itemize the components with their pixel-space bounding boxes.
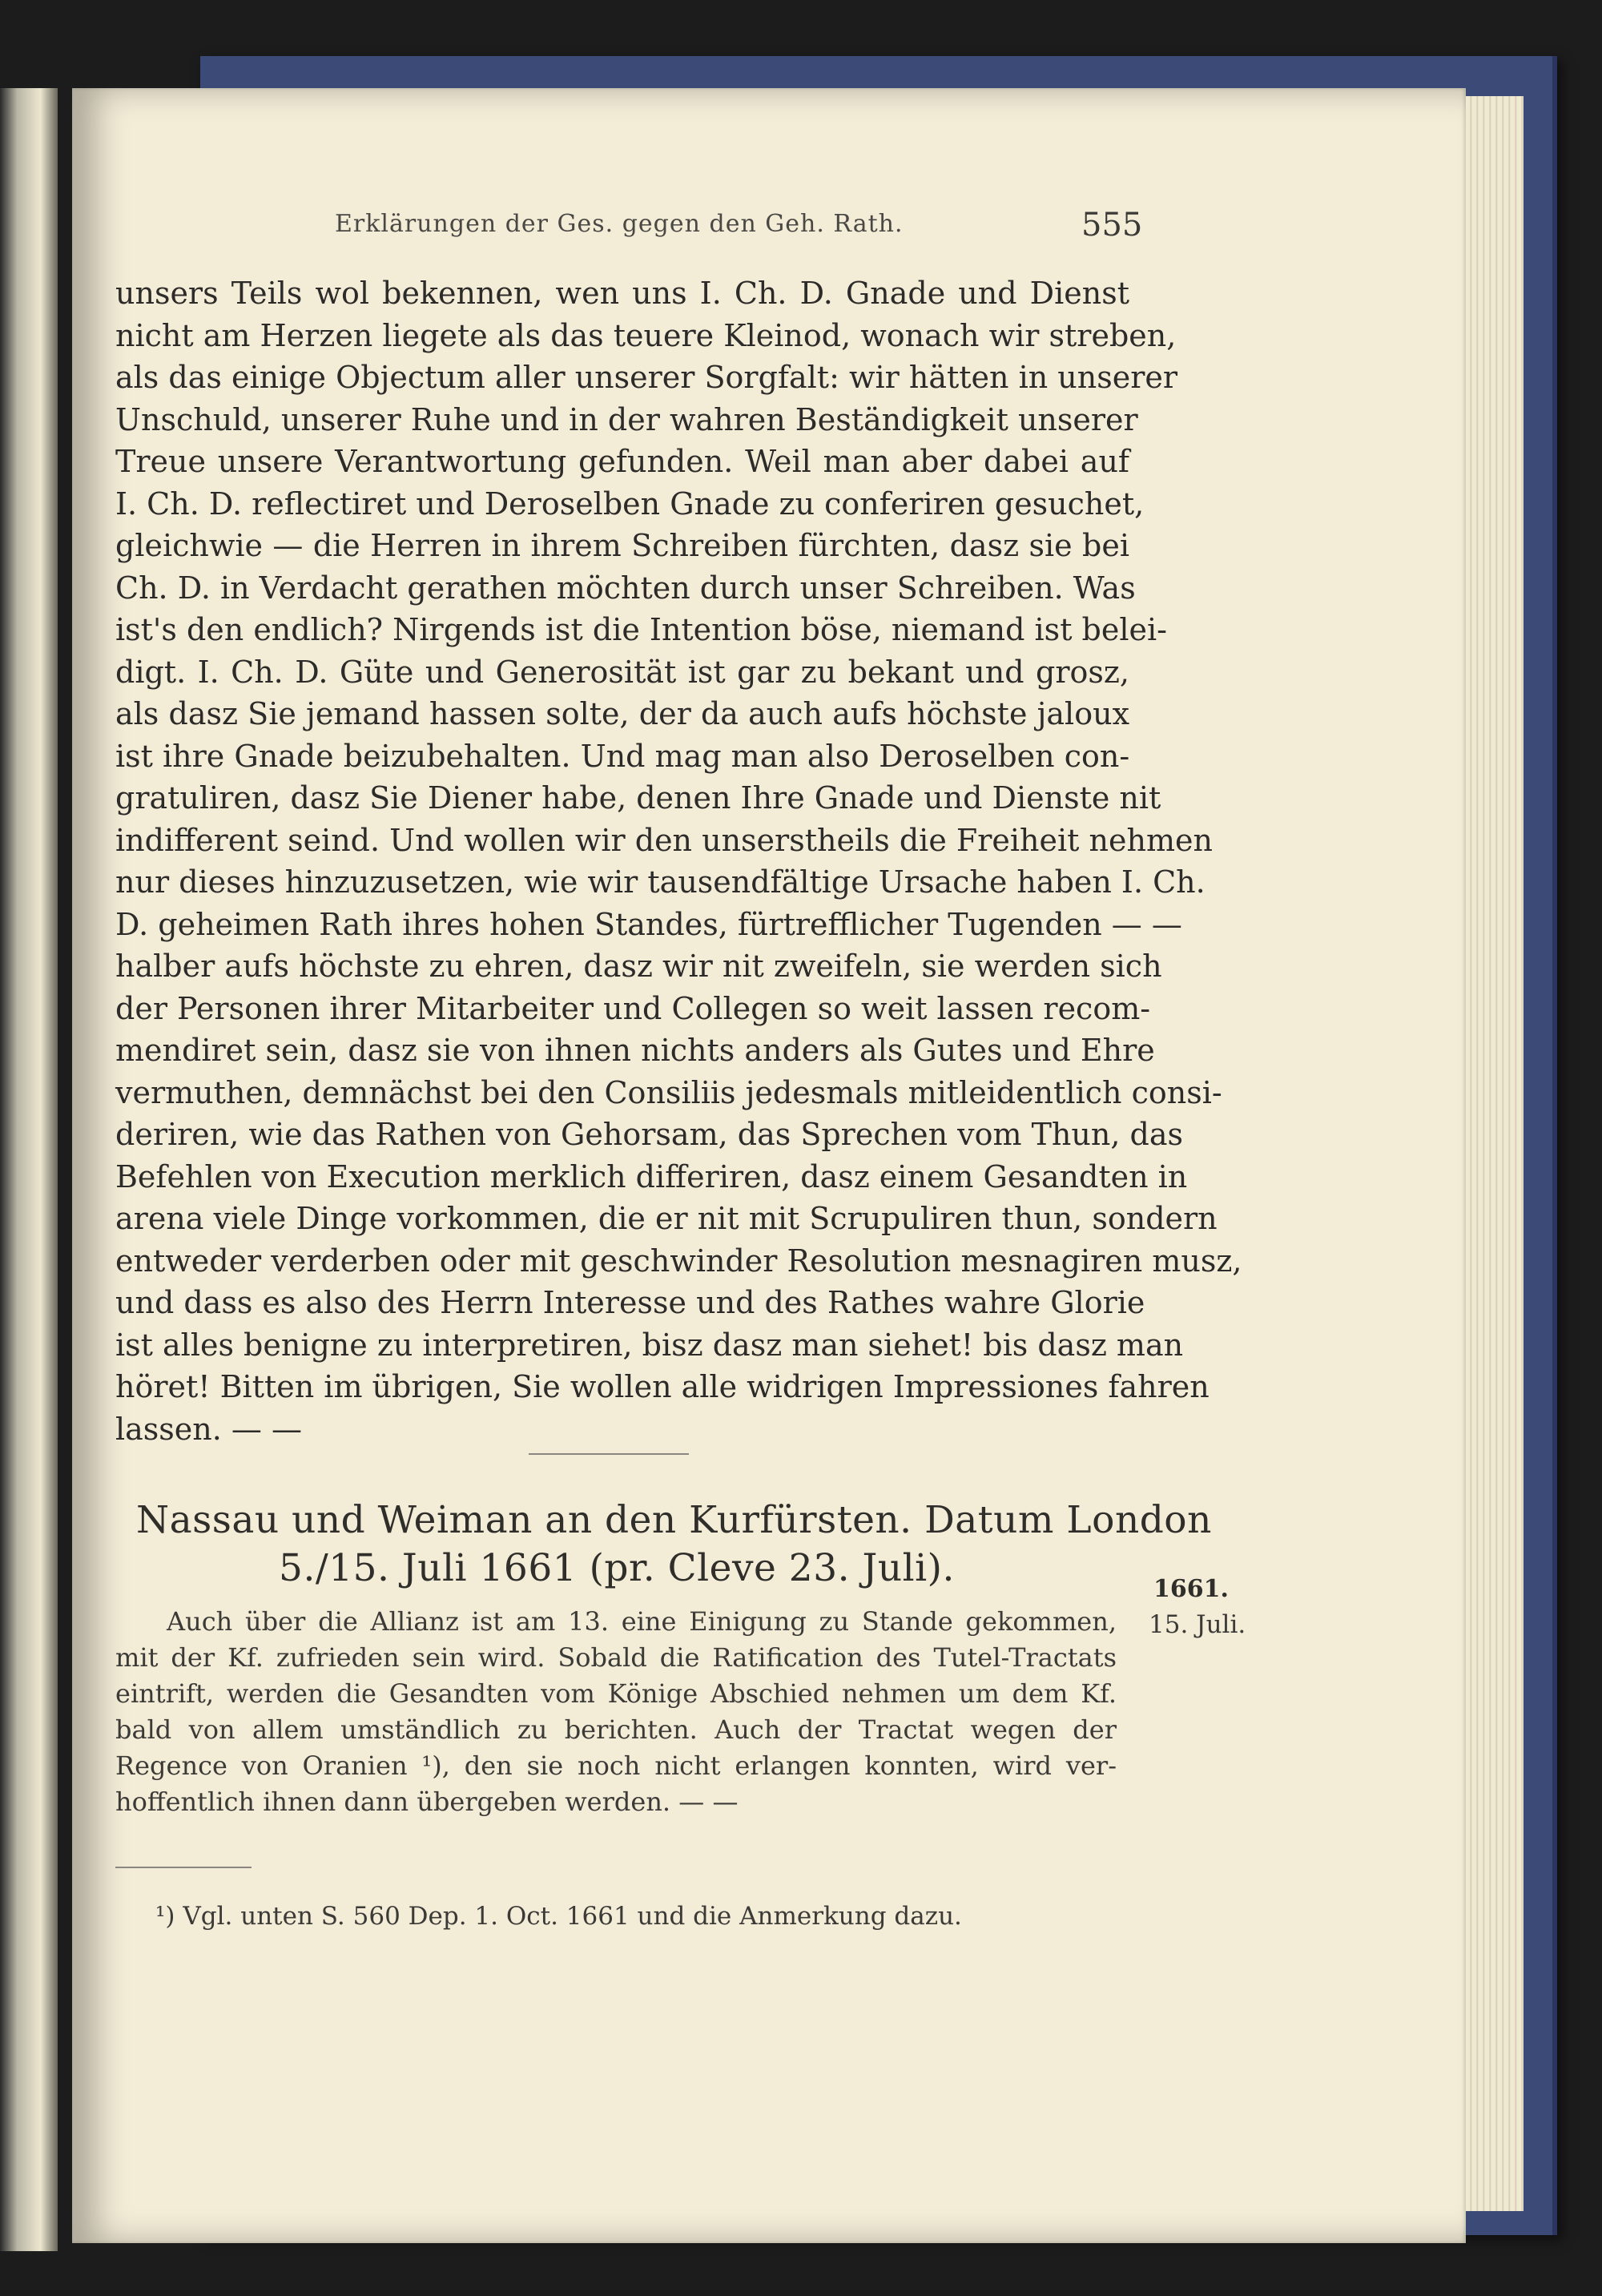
- body-line: Treue unsere Verantwortung gefunden. Weil man aber dabei auf: [115, 444, 1129, 479]
- running-head: Erklärungen der Ges. gegen den Geh. Rath.: [335, 210, 904, 238]
- left-page-edge: [0, 88, 58, 2251]
- body-line: ist's den endlich? Nirgends ist die Intention böse, niemand ist belei-: [115, 612, 1167, 647]
- body-text: [115, 272, 1242, 1450]
- body-line: lassen. — —: [115, 1411, 303, 1447]
- summary-line: Regence von Oranien ¹), den sie noch nicht erlangen konnten, wird ver-: [115, 1750, 1117, 1781]
- page-number: 555: [1081, 207, 1143, 244]
- section-divider: [529, 1453, 689, 1455]
- body-line: als dasz Sie jemand hassen solte, der da auch aufs höchste jaloux: [115, 696, 1129, 731]
- body-line: gratuliren, dasz Sie Diener habe, denen Ihre Gnade und Dienste nit: [115, 780, 1161, 816]
- body-line: halber aufs höchste zu ehren, dasz wir nit zweifeln, sie werden sich: [115, 949, 1162, 984]
- body-line: entweder verderben oder mit geschwinder Resolution mesnagiren musz,: [115, 1243, 1242, 1279]
- body-line: der Personen ihrer Mitarbeiter und Collegen so weit lassen recom-: [115, 990, 1151, 1026]
- document-heading-line-2: 5./15. Juli 1661 (pr. Cleve 23. Juli).: [279, 1546, 955, 1590]
- summary-line: bald von allem umständlich zu berichten. Auch der Tractat wegen der: [115, 1714, 1117, 1745]
- body-line: und dass es also des Herrn Interesse und des Rathes wahre Glorie: [115, 1285, 1145, 1320]
- body-line: ist ihre Gnade beizubehalten. Und mag man also Deroselben con-: [115, 738, 1130, 774]
- summary-line: mit der Kf. zufrieden sein wird. Sobald die Ratification des Tutel-Tractats: [115, 1642, 1117, 1673]
- body-line: als das einige Objectum aller unserer Sorgfalt: wir hätten in unserer: [115, 360, 1178, 395]
- footnote-divider: [115, 1867, 252, 1868]
- summary-line: Auch über die Allianz ist am 13. eine Einigung zu Stande gekommen,: [167, 1606, 1117, 1637]
- footnote: ¹) Vgl. unten S. 560 Dep. 1. Oct. 1661 und die Anmerkung dazu.: [155, 1902, 962, 1931]
- summary-text: [115, 1604, 1117, 1820]
- body-line: höret! Bitten im übrigen, Sie wollen alle widrigen Impressiones fahren: [115, 1369, 1210, 1404]
- body-line: digt. I. Ch. D. Güte und Generosität ist gar zu bekant und grosz,: [115, 654, 1129, 690]
- body-line: nicht am Herzen liegete als das teuere Kleinod, wonach wir streben,: [115, 317, 1177, 353]
- body-line: I. Ch. D. reflectiret und Deroselben Gnade zu conferiren gesuchet,: [115, 485, 1145, 522]
- body-line: Befehlen von Execution merklich differiren, dasz einem Gesandten in: [115, 1158, 1188, 1194]
- body-line: D. geheimen Rath ihres hohen Standes, fürtrefflicher Tugenden — —: [115, 906, 1182, 942]
- margin-year: 1661.: [1153, 1575, 1229, 1603]
- summary-line: hoffentlich ihnen dann übergeben werden. — —: [115, 1786, 739, 1817]
- summary-line: eintrift, werden die Gesandten vom Könige Abschied nehmen um dem Kf.: [115, 1678, 1117, 1709]
- body-line: deriren, wie das Rathen von Gehorsam, das Sprechen vom Thun, das: [115, 1117, 1183, 1152]
- body-line: arena viele Dinge vorkommen, die er nit mit Scrupuliren thun, sondern: [115, 1201, 1218, 1236]
- body-line: ist alles benigne zu interpretiren, bisz dasz man siehet! bis dasz man: [115, 1327, 1184, 1363]
- body-line: nur dieses hinzuzusetzen, wie wir tausendfältige Ursache haben I. Ch.: [115, 864, 1206, 900]
- document-heading-line-1: Nassau und Weiman an den Kurfürsten. Datum London: [136, 1498, 1212, 1542]
- body-line: Ch. D. in Verdacht gerathen möchten durch unser Schreiben. Was: [115, 570, 1136, 606]
- body-line: gleichwie — die Herren in ihrem Schreiben fürchten, dasz sie bei: [115, 528, 1129, 563]
- body-line: unsers Teils wol bekennen, wen uns I. Ch. D. Gnade und Dienst: [115, 276, 1129, 311]
- body-line: vermuthen, demnächst bei den Consiliis jedesmals mitleidentlich consi-: [115, 1074, 1222, 1110]
- body-line: indifferent seind. Und wollen wir den unserstheils die Freiheit nehmen: [115, 822, 1213, 858]
- body-line: Unschuld, unserer Ruhe und in der wahren Beständigkeit unserer: [115, 401, 1138, 437]
- margin-date: 15. Juli.: [1149, 1610, 1246, 1639]
- body-line: mendiret sein, dasz sie von ihnen nichts anders als Gutes und Ehre: [115, 1033, 1155, 1068]
